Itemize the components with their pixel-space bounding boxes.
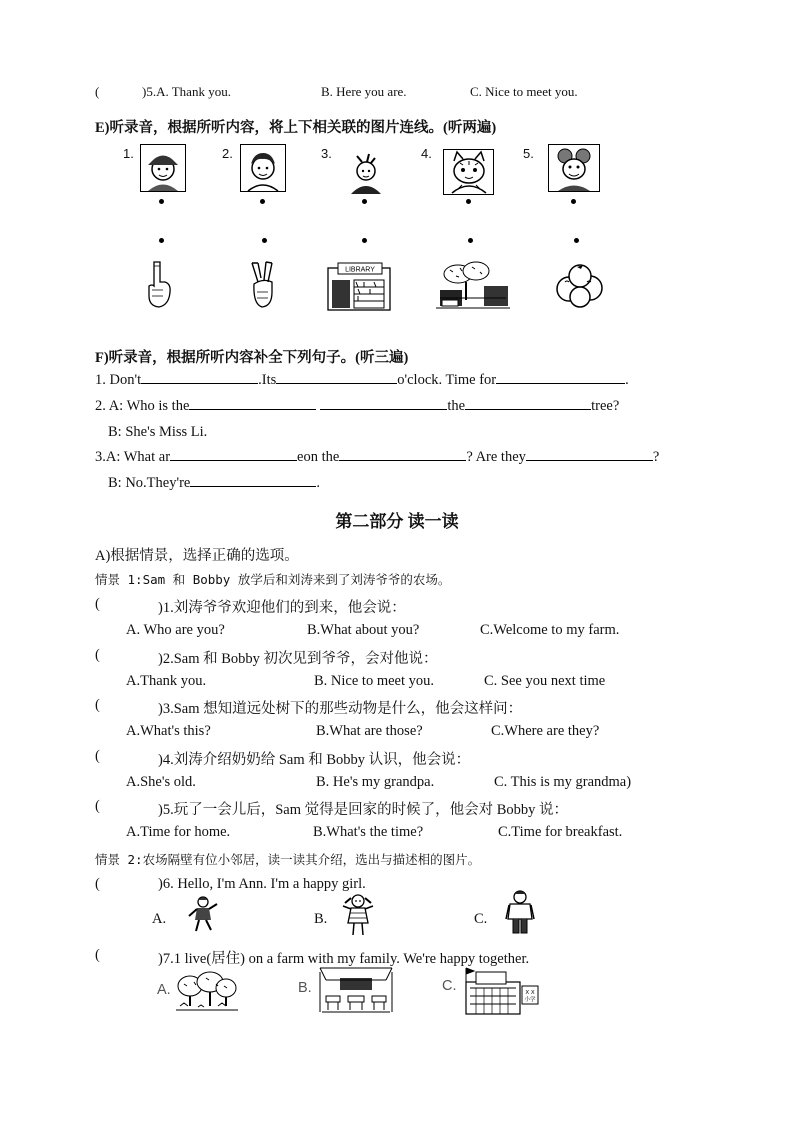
answer-blank[interactable] xyxy=(526,459,653,461)
f-sentence-1 xyxy=(95,372,629,389)
text-segment: tree? xyxy=(591,398,620,414)
q3-option-b[interactable]: B.What are those? xyxy=(316,723,423,739)
paren: ( xyxy=(95,697,100,713)
e-number-2: 2. xyxy=(222,146,233,161)
paren: ( xyxy=(95,596,100,612)
boy-portrait-icon xyxy=(240,144,286,192)
prev5-option-a: )5.A. Thank you. xyxy=(142,84,231,99)
question-5-text: )5.玩了一会儿后，Sam 觉得是回家的时候了，他会对 Bobby 说： xyxy=(158,802,569,818)
paren: ( xyxy=(95,647,100,663)
library-sign-text: LIBRARY xyxy=(345,266,375,274)
text-segment: 3.A: What ar xyxy=(95,449,171,465)
answer-blank[interactable] xyxy=(170,459,297,461)
answer-blank[interactable] xyxy=(339,459,466,461)
question-6-text: )6. Hello, I'm Ann. I'm a happy girl. xyxy=(158,876,366,892)
answer-blank[interactable] xyxy=(141,382,258,384)
match-dot[interactable] xyxy=(362,199,367,204)
section-a-title: A)根据情景，选择正确的选项。 xyxy=(95,548,299,564)
q4-option-c[interactable]: C. This is my grandma) xyxy=(494,774,632,790)
f-sentence-2b: B: She's Miss Li. xyxy=(108,424,208,440)
farm-trees-icon xyxy=(436,260,510,312)
school-sign-line-2: 小学 xyxy=(524,997,536,1003)
answer-blank[interactable] xyxy=(189,408,316,410)
hand-one-finger-icon xyxy=(143,260,175,310)
e-number-4: 4. xyxy=(421,146,432,161)
q4-option-a[interactable]: A.She's old. xyxy=(126,774,196,790)
question-1-text: )1.刘涛爷爷欢迎他们的到来，他会说： xyxy=(158,600,406,616)
q2-option-a[interactable]: A.Thank you. xyxy=(126,673,207,689)
q5-option-c[interactable]: C.Time for breakfast. xyxy=(498,824,623,840)
match-dot[interactable] xyxy=(262,238,267,243)
q7-option-a[interactable]: A. xyxy=(157,982,171,998)
q7-option-c[interactable]: C. xyxy=(442,978,457,994)
q3-option-c[interactable]: C.Where are they? xyxy=(491,723,600,739)
e-number-5: 5. xyxy=(523,146,534,161)
paren: ( xyxy=(95,947,100,963)
match-dot[interactable] xyxy=(260,199,265,204)
mouse-portrait-icon xyxy=(548,144,600,192)
scene-2-text: 情景 2:农场隔壁有位小邻居，读一读其介绍，选出与描述相的图片。 xyxy=(95,852,481,867)
hand-victory-icon xyxy=(246,260,278,310)
girl-portrait-icon xyxy=(343,150,389,194)
text-segment: ? xyxy=(652,449,660,465)
q2-option-b[interactable]: B. Nice to meet you. xyxy=(314,673,435,689)
prev5-option-b: B. Here you are. xyxy=(321,84,407,99)
farm-trees-picture-icon xyxy=(176,970,238,1014)
q5-option-a[interactable]: A.Time for home. xyxy=(126,824,231,840)
f-sentence-2 xyxy=(95,398,619,415)
school-building-icon xyxy=(460,966,540,1016)
q6-option-c[interactable]: C. xyxy=(474,911,488,927)
text-segment: . xyxy=(625,372,629,388)
paren-prev5: ( xyxy=(95,84,100,99)
q4-option-b[interactable]: B. He's my grandpa. xyxy=(316,774,435,790)
paren: ( xyxy=(95,798,100,814)
section-e-title: E)听录音，根据所听内容，将上下相关联的图片连线。(听两遍) xyxy=(95,120,497,136)
text-segment: .Its xyxy=(258,372,277,388)
cat-portrait-icon xyxy=(440,149,498,195)
answer-blank[interactable] xyxy=(465,408,591,410)
q1-option-a[interactable]: A. Who are you? xyxy=(126,622,225,638)
q1-option-c[interactable]: C.Welcome to my farm. xyxy=(480,622,620,638)
girl-pigtails-icon xyxy=(340,893,376,937)
answer-blank[interactable] xyxy=(276,382,397,384)
section-f-title: F)听录音，根据所听内容补全下列句子。(听三遍) xyxy=(95,350,409,366)
question-4-text: )4.刘涛介绍奶奶给 Sam 和 Bobby 认识，他会说： xyxy=(158,752,471,768)
text-segment: B: No.They're xyxy=(108,475,191,491)
text-segment: . xyxy=(316,475,320,491)
match-dot[interactable] xyxy=(574,238,579,243)
part2-title: 第二部分 读一读 xyxy=(335,512,459,531)
e-number-1: 1. xyxy=(123,146,134,161)
scene-1-text: 情景 1:Sam 和 Bobby 放学后和刘涛来到了刘涛爷爷的农场。 xyxy=(95,572,451,587)
q6-option-b[interactable]: B. xyxy=(314,911,328,927)
match-dot[interactable] xyxy=(362,238,367,243)
e-number-3: 3. xyxy=(321,146,332,161)
school-sign-line-1: X X xyxy=(525,990,535,996)
match-dot[interactable] xyxy=(571,199,576,204)
text-segment: 2. A: Who is the xyxy=(95,398,190,414)
girl-running-icon xyxy=(185,896,221,934)
text-segment: o'clock. Time for xyxy=(397,372,497,388)
f-sentence-3 xyxy=(95,449,659,466)
answer-blank[interactable] xyxy=(190,485,316,487)
answer-blank[interactable] xyxy=(496,382,625,384)
paren: ( xyxy=(95,748,100,764)
library-icon xyxy=(324,260,394,312)
match-dot[interactable] xyxy=(468,238,473,243)
q5-option-b[interactable]: B.What's the time? xyxy=(313,824,424,840)
f-sentence-3b xyxy=(108,475,320,492)
text-segment: the xyxy=(447,398,466,414)
answer-blank[interactable] xyxy=(320,408,447,410)
match-dot[interactable] xyxy=(159,238,164,243)
q6-option-a[interactable]: A. xyxy=(152,911,167,927)
oranges-icon xyxy=(553,262,607,308)
paren: ( xyxy=(95,876,100,892)
q2-option-c[interactable]: C. See you next time xyxy=(484,673,606,689)
match-dot[interactable] xyxy=(159,199,164,204)
prev5-option-c: C. Nice to meet you. xyxy=(470,84,578,99)
classroom-picture-icon xyxy=(318,966,394,1014)
q7-option-b[interactable]: B. xyxy=(298,980,312,996)
question-7-text: )7.1 live(居住) on a farm with my family. We're happy together. xyxy=(158,951,530,967)
text-segment: 1. Don't xyxy=(95,372,142,388)
text-segment: ? Are they xyxy=(466,449,526,465)
boy-cap-portrait-icon xyxy=(140,144,186,192)
man-standing-icon xyxy=(500,889,540,935)
text-segment: eon the xyxy=(297,449,340,465)
question-2-text: )2.Sam 和 Bobby 初次见到爷爷，会对他说： xyxy=(158,651,438,667)
q3-option-a[interactable]: A.What's this? xyxy=(126,723,211,739)
question-3-text: )3.Sam 想知道远处树下的那些动物是什么，他会这样问： xyxy=(158,701,523,717)
q1-option-b[interactable]: B.What about you? xyxy=(307,622,420,638)
match-dot[interactable] xyxy=(466,199,471,204)
